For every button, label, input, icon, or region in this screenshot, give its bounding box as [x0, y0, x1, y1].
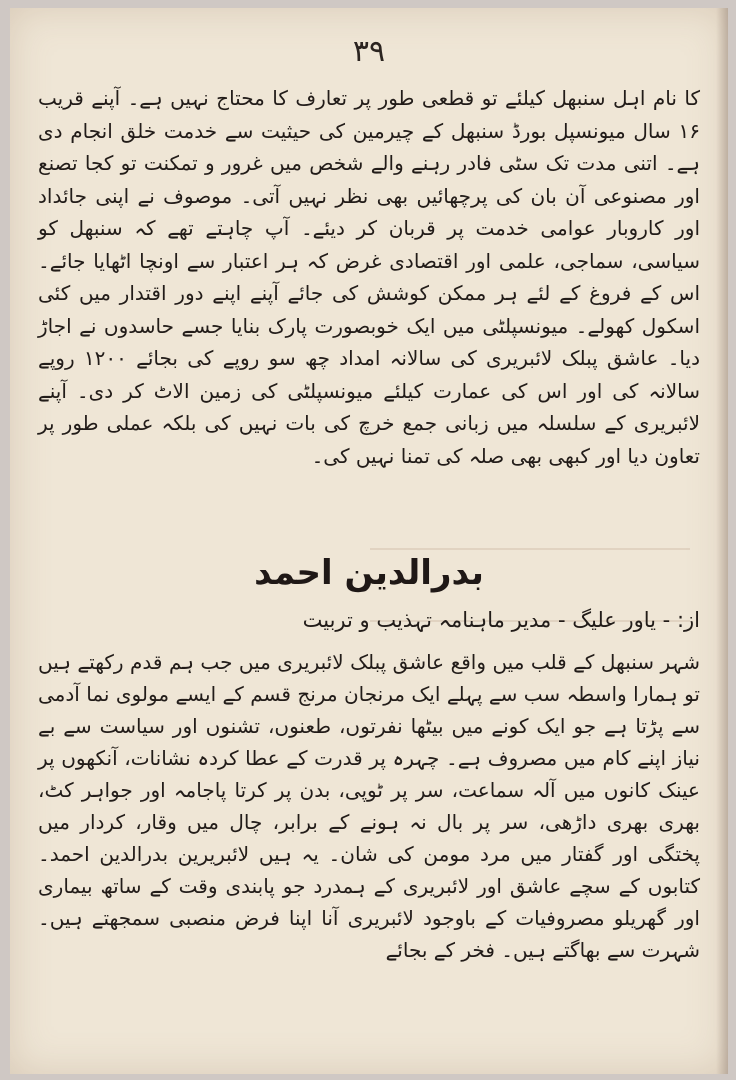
section-heading: بدرالدین احمد	[254, 553, 484, 593]
page-number: ۳۹	[352, 34, 386, 69]
binding-shadow	[716, 8, 728, 1074]
paragraph-1: کا نام اہل سنبھل کیلئے تو قطعی طور پر تعارف کا محتاج نہیں ہے۔ آپنے قریب ۱۶ سال میونسپل بورڈ سنبھل کے چیرمین کی حیثیت سے خدمت خلق انجام دی ہے۔ اتنی مدت تک سٹی فادر رہنے والے شخص میں غرور و تمکنت تو کجا تصنع اور مصنوعی آن بان کی پرچھائیں بھی نظر نہیں آتی۔ موصوف نے اپنی جائداد اور کاروبار عوامی خدمت پر قربان کر دیئے۔ آپ چاہتے تھے کہ سنبھل کو سیاسی، سماجی، علمی اور اقتصادی غرض کہ ہر اعتبار سے اونچا اٹھایا جائے۔ اس کے فروغ کے لئے ہر ممکن کوشش کی جائے آپنے اپنے دور اقتدار میں کئی اسکول کھولے۔ میونسپلٹی میں ایک خوبصورت پارک بنایا جسے حاسدوں نے اجاڑ دیا۔ عاشق پبلک لائبریری کی سالانہ امداد چھ سو روپے کی بجائے ۱۲۰۰ روپے سالانہ کی اور اس کی عمارت کیلئے میونسپلٹی کی زمین الاٹ کر دی۔ آپنے لائبریری کے سلسلہ میں زبانی جمع خرچ کی بات نہیں کی بلکہ عملی طور پر تعاون دیا اور کبھی بھی صلہ کی تمنا نہیں کی۔	[38, 86, 700, 468]
document-page	[10, 8, 728, 1074]
paragraph-2: شہر سنبھل کے قلب میں واقع عاشق پبلک لائبریری میں جب ہم قدم رکھتے ہیں تو ہمارا واسطہ سب سے پہلے ایک مرنجان مرنج قسم کے ایسے مولوی نما آدمی سے پڑتا ہے جو ایک کونے میں بیٹھا نفرتوں، طعنوں، تشنوں اور سیاست سے بے نیاز اپنے کام میں مصروف ہے۔ چہرہ پر قدرت کے عطا کردہ نشانات، آنکھوں پر عینک کانوں میں آلہ سماعت، سر پر ٹوپی، بدن پر کرتا پاجامہ اور جواہر کٹ، بھری بھری داڑھی، سر پر بال نہ ہونے کے برابر، چال میں وقار، کردار میں پختگی اور گفتار میں مرد مومن کی شان۔ یہ ہیں لائبریرین بدرالدین احمد۔ کتابوں کے سچے عاشق اور لائبریری کے ہمدرد جو پابندی وقت کے ساتھ بیماری اور گھریلو مصروفیات کے باوجود لائبریری آنا اپنا فرض منصبی سمجھتے ہیں۔ شہرت سے بھاگتے ہیں۔ فخر کے بجائے	[38, 650, 700, 962]
author-byline: از: - یاور علیگ - مدیر ماہنامہ تہذیب و تربیت	[302, 608, 700, 632]
